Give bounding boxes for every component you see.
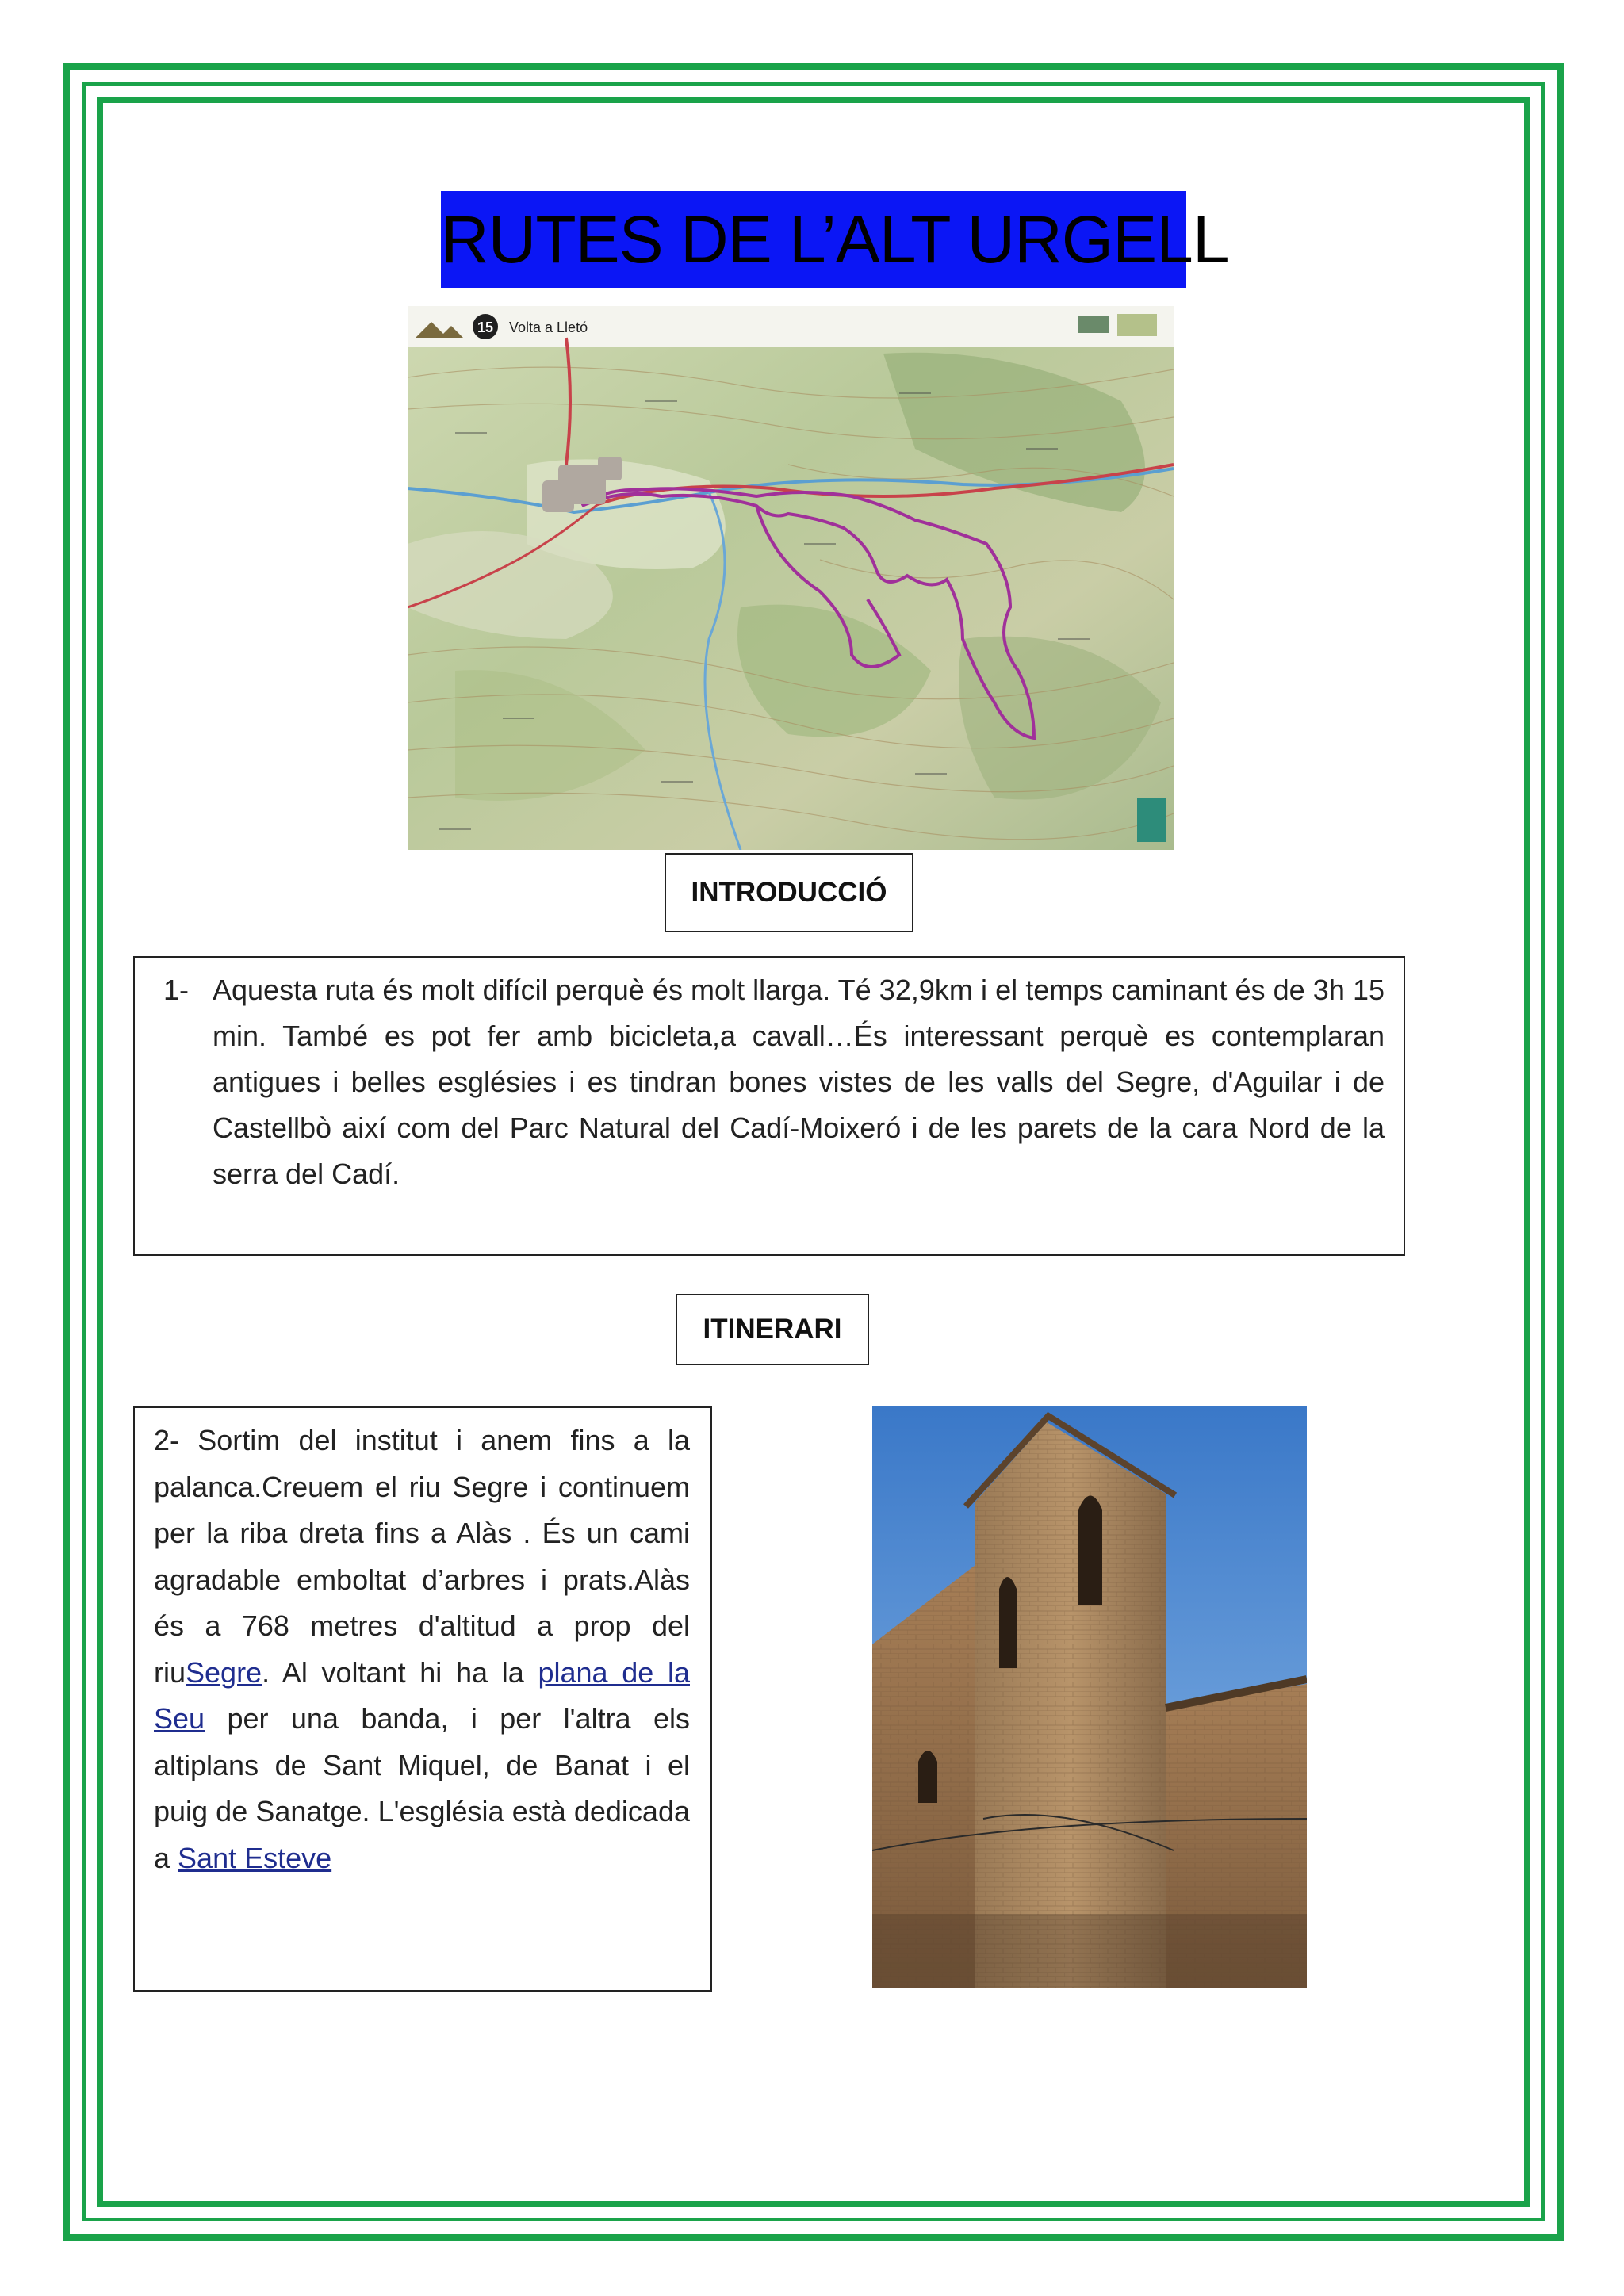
link-sant-esteve[interactable]: Sant Esteve <box>178 1841 332 1874</box>
route-map <box>408 306 1174 850</box>
intro-paragraph: Aquesta ruta és molt difícil perquè és molt llarga. Té 32,9km i el temps caminant és de 3h 15 min. També es pot fer amb bicicleta,a cavall…És interessant perquè es contemplaran antigues i belles esglésies i es tindran bones vistes de les valls del Segre, d'Aguilar i de Castellbò així com del Parc Natural del Cadí-Moixeró i de les parets de la cara Nord de la serra del Cadí. <box>213 974 1385 1190</box>
route-name: Volta a Lletó <box>509 320 588 335</box>
link-plana-de-la-seu[interactable]: plana de la Seu <box>154 1655 690 1735</box>
itinerary-text-1: 2- Sortim del institut i anem fins a la palanca.Creuem el riu Segre i continuem per la riba dreta fins a Alàs . És un cami agradable emboltat d’arbres i prats.Alàs és a 768 metres d'altitud a prop del riu <box>154 1424 690 1689</box>
itinerary-box <box>133 1406 712 1992</box>
intro-number: 1- <box>163 974 190 1006</box>
intro-heading: INTRODUCCIÓ <box>665 853 914 932</box>
page-title: RUTES DE L’ALT URGELL <box>441 191 1186 288</box>
itinerary-heading: ITINERARI <box>676 1294 869 1365</box>
itinerary-text-3: per una banda, i per l'altra els altiplans de Sant Miquel, de Banat i el puig de Sanatge. L'església està dedicada a <box>154 1702 690 1874</box>
church-photo <box>872 1406 1307 1988</box>
itinerary-paragraph <box>154 1418 690 1881</box>
intro-box <box>133 956 1405 1256</box>
link-segre[interactable]: Segre <box>186 1655 262 1689</box>
route-number: 15 <box>477 320 494 335</box>
itinerary-text-2: . Al voltant hi ha la <box>262 1655 538 1689</box>
